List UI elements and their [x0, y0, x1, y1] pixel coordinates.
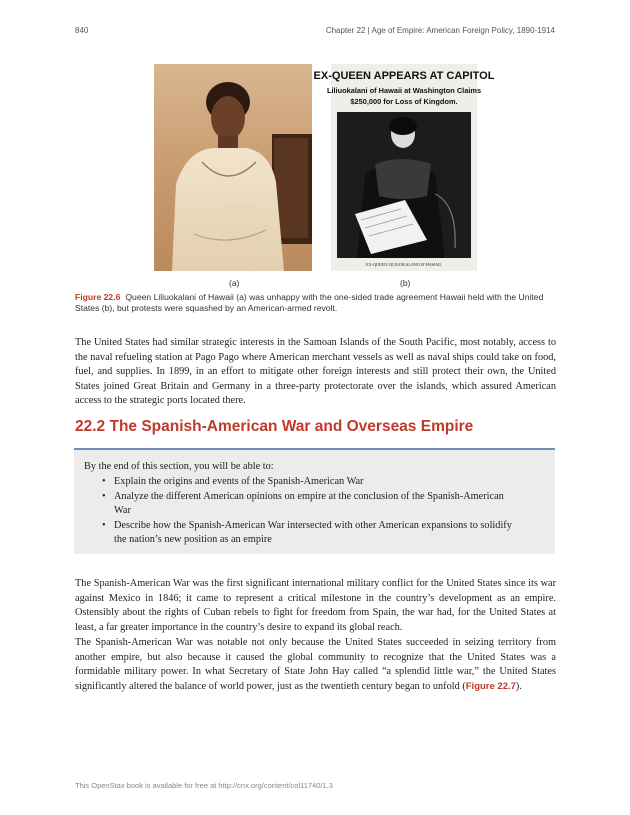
figure-label-a: (a)	[229, 278, 240, 288]
figure-newspaper-b	[313, 64, 495, 271]
newspaper-headline: EX-QUEEN APPEARS AT CAPITOL	[313, 70, 495, 82]
objective-item: • Analyze the different American opinions on empire at the conclusion of the Spanish-American War	[98, 490, 518, 519]
newspaper-subhead-2: $250,000 for Loss of Kingdom.	[350, 97, 458, 106]
objectives-intro: By the end of this section, you will be able to:	[84, 461, 274, 472]
caption-text: Queen Liliuokalani of Hawaii (a) was unhappy with the one-sided trade agreement Hawaii held with the United States (b), but protests were squashed by an American-armed revolt.	[75, 292, 544, 313]
figure-reference-link[interactable]: Figure 22.7	[465, 680, 516, 692]
newspaper-photo-caption: EX-QUEEN LILIUOKALANI OF HAWAII.	[366, 262, 442, 267]
page-number: 840	[75, 26, 89, 35]
page-footer: This OpenStax book is available for free at http://cnx.org/content/col11740/1.3	[75, 781, 333, 790]
figure-caption	[75, 292, 565, 314]
newspaper-subhead-1: Liliuokalani of Hawaii at Washington Claims	[326, 86, 482, 95]
figure-photo-a	[154, 64, 312, 271]
paragraph-war-intro: The Spanish-American War was the first significant international military conflict for the United States since its war against Mexico in 1846; it came to represent a critical milestone in the country’s development as an empire. Ostensibly about the rights of Cuban rebels to fight for freedom from Spain, the war had, for the United States at least, a far greater importance in the country’s desire to expand its global reach.	[75, 578, 556, 633]
learning-objectives-box	[74, 448, 555, 554]
paragraph-war-significance	[75, 636, 556, 694]
paragraph-text: The Spanish-American War was notable not only because the United States succeeded in seizing territory from another empire, but also because it caused the global community to recognize that the United States was a formidable military power. In what Secretary of State John Hay called “a splendid little war,” the United States significantly altered the balance of world power, just as the twentieth century began to unfold (	[75, 637, 556, 692]
page-header	[75, 26, 555, 38]
chapter-title: Chapter 22 | Age of Empire: American Foreign Policy, 1890-1914	[325, 26, 555, 35]
objectives-list	[98, 475, 518, 548]
figure-label-b: (b)	[400, 278, 411, 288]
objective-item: • Describe how the Spanish-American War intersected with other American expansions to solidify the nation’s new position as an empire	[98, 519, 518, 548]
paragraph-text-end: ).	[515, 680, 522, 692]
section-title: 22.2 The Spanish-American War and Overseas Empire	[75, 418, 474, 435]
objective-item: • Explain the origins and events of the Spanish-American War	[98, 475, 518, 490]
figure-number: Figure 22.6	[75, 292, 121, 302]
paragraph-samoa: The United States had similar strategic interests in the Samoan Islands of the South Pacific, most notably, access to the naval refueling station at Pago Pago where American merchant vessels as well as naval ships could take on food, fuel, and supplies. In 1899, in an effort to mitigate other foreign interests and still protect their own, the United States joined Great Britain and Germany in a three-party protectorate over the islands, which assured American access to the strategic ports located there.	[75, 337, 556, 407]
